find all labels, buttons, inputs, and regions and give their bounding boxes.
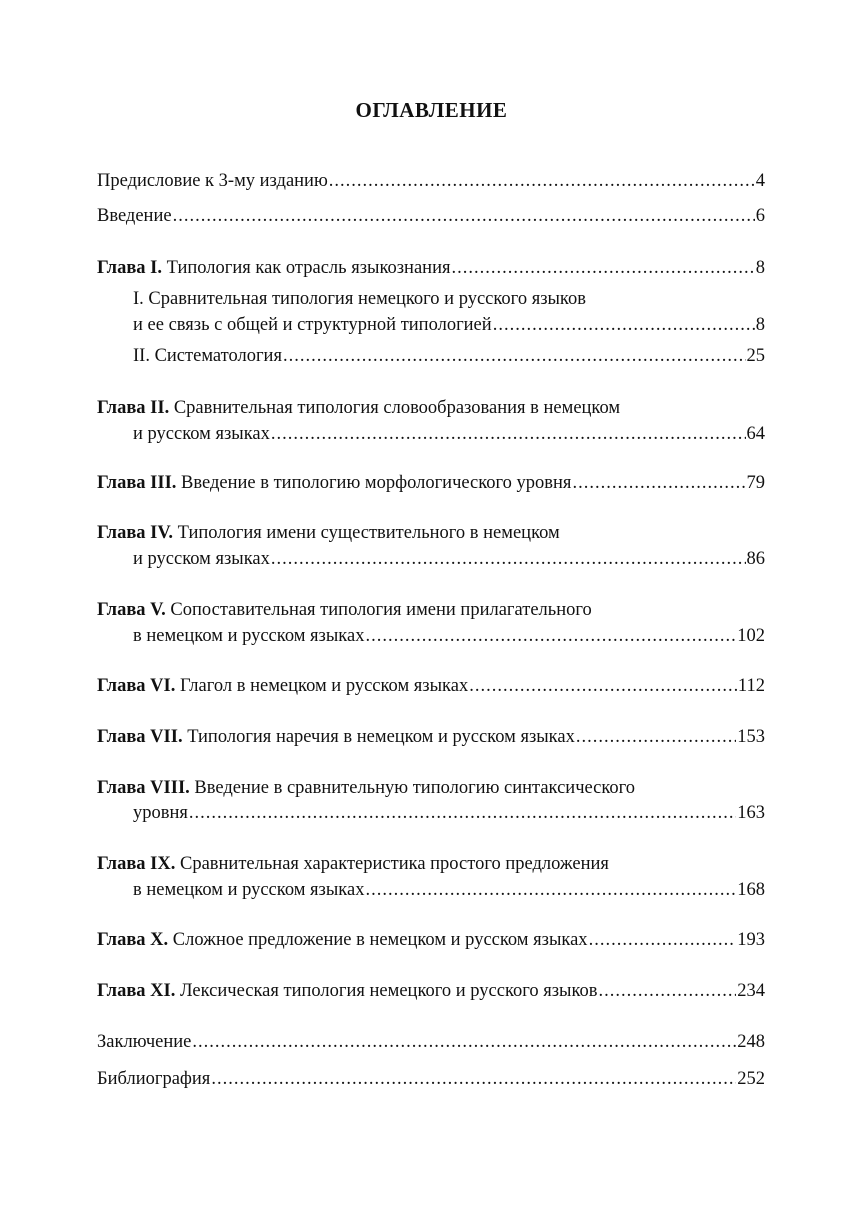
toc-entry-text: в немецком и русском языках (133, 626, 365, 646)
toc-entry-section-1-2[interactable] (133, 343, 765, 369)
toc-entry-text: уровня (133, 803, 188, 823)
toc-entry-text: Сравнительная типология словообразования в немецком (173, 398, 621, 418)
toc-entry-text: Типология наречия в немецком и русском языках (187, 727, 575, 747)
toc-entry-text: Сложное предложение в немецком и русском языках (172, 930, 588, 950)
chapter-number: Глава VII. (97, 727, 183, 747)
toc-entry-text: Сравнительная характеристика простого предложения (180, 854, 609, 874)
toc-entry-chapter-9-line1[interactable] (97, 851, 765, 877)
toc-page-number: 64 (746, 424, 765, 444)
chapter-number: Глава IX. (97, 854, 176, 874)
toc-page-number: 102 (737, 626, 765, 646)
toc-page-number: 25 (746, 346, 765, 366)
chapter-number: Глава X. (97, 930, 169, 950)
toc-page-number: 112 (737, 676, 765, 696)
chapter-number: Глава IV. (97, 523, 173, 543)
toc-entry-text: Предисловие к 3-му изданию (97, 171, 328, 191)
toc-page-number: 168 (737, 880, 765, 900)
toc-entry-text: и русском языках (133, 549, 270, 569)
toc-entry-conclusion[interactable] (97, 1029, 765, 1055)
dot-leader (211, 1066, 736, 1092)
toc-entry-chapter-2[interactable] (133, 421, 765, 447)
toc-page-number: 234 (737, 981, 765, 1001)
toc-entry-chapter-6[interactable] (97, 673, 765, 699)
toc-entry-section-1-1-line1[interactable]: I. Сравнительная типология немецкого и русского языков (133, 289, 586, 309)
dot-leader (329, 168, 755, 194)
toc-page-number: 79 (746, 473, 765, 493)
toc-entry-chapter-8-line1[interactable] (97, 775, 765, 801)
toc-entry-chapter-7[interactable] (97, 724, 765, 750)
toc-entry-chapter-4-line1[interactable] (97, 520, 765, 546)
dot-leader (572, 470, 745, 496)
toc-entry-text: Сопоставительная типология имени прилагательного (170, 600, 592, 620)
toc-entry-chapter-9[interactable] (133, 877, 765, 903)
toc-entry-text: Введение (97, 206, 172, 226)
toc-page-number: 252 (737, 1069, 765, 1089)
dot-leader (365, 877, 736, 903)
toc-entry-chapter-5[interactable] (133, 623, 765, 649)
toc-entry-chapter-2-line1[interactable] (97, 395, 765, 421)
toc-entry-chapter-10[interactable] (97, 927, 765, 953)
toc-entry-text: II. Систематология (133, 346, 282, 366)
toc-entry-section-1-1[interactable] (133, 312, 765, 338)
toc-entry-chapter-11[interactable] (97, 978, 765, 1004)
toc-entry-chapter-1[interactable] (97, 255, 765, 281)
toc-page-number: 248 (737, 1032, 765, 1052)
toc-entry-text: Введение в сравнительную типологию синтаксического (194, 778, 636, 798)
chapter-number: Глава V. (97, 600, 166, 620)
dot-leader (469, 673, 737, 699)
dot-leader (271, 546, 746, 572)
dot-leader (173, 203, 755, 229)
dot-leader (283, 343, 746, 369)
toc-entry-text: в немецком и русском языках (133, 880, 365, 900)
toc-page-number: 163 (737, 803, 765, 823)
dot-leader (576, 724, 736, 750)
toc-entry-chapter-5-line1[interactable] (97, 597, 765, 623)
toc-entry-text: и русском языках (133, 424, 270, 444)
toc-entry-text: и ее связь с общей и структурной типологией (133, 315, 492, 335)
chapter-number: Глава VIII. (97, 778, 190, 798)
dot-leader (451, 255, 754, 281)
dot-leader (271, 421, 746, 447)
toc-entry-chapter-4[interactable] (133, 546, 765, 572)
toc-entry-text: Введение в типологию морфологического уровня (181, 473, 572, 493)
toc-entry-chapter-3[interactable] (97, 470, 765, 496)
toc-entry-text: Глагол в немецком и русском языках (180, 676, 469, 696)
toc-page-number: 8 (755, 258, 765, 278)
dot-leader (365, 623, 736, 649)
toc-entry-bibliography[interactable] (97, 1066, 765, 1092)
page-title: ОГЛАВЛЕНИЕ (355, 98, 508, 122)
toc-page-number: 193 (737, 930, 765, 950)
toc-entry-preface[interactable] (97, 168, 765, 194)
dot-leader (589, 927, 737, 953)
toc-entry-text: Типология имени существительного в немецком (177, 523, 560, 543)
toc-page-number: 6 (755, 206, 765, 226)
toc-entry-text: Библиография (97, 1069, 211, 1089)
toc-entry-chapter-8[interactable] (133, 800, 765, 826)
toc-page-number: 8 (755, 315, 765, 335)
toc-entry-text: Лексическая типология немецкого и русского языков (180, 981, 598, 1001)
chapter-number: Глава III. (97, 473, 177, 493)
toc-entry-intro[interactable] (97, 203, 765, 229)
toc-page-number: 86 (746, 549, 765, 569)
chapter-number: Глава XI. (97, 981, 176, 1001)
toc-page-number: 153 (737, 727, 765, 747)
toc-entry-text: Заключение (97, 1032, 192, 1052)
dot-leader (493, 312, 755, 338)
chapter-number: Глава I. (97, 258, 163, 278)
chapter-number: Глава II. (97, 398, 170, 418)
toc-entry-text: Типология как отрасль языкознания (166, 258, 451, 278)
dot-leader (599, 978, 737, 1004)
dot-leader (192, 1029, 736, 1055)
chapter-number: Глава VI. (97, 676, 176, 696)
toc-page-number: 4 (755, 171, 765, 191)
dot-leader (189, 800, 736, 826)
